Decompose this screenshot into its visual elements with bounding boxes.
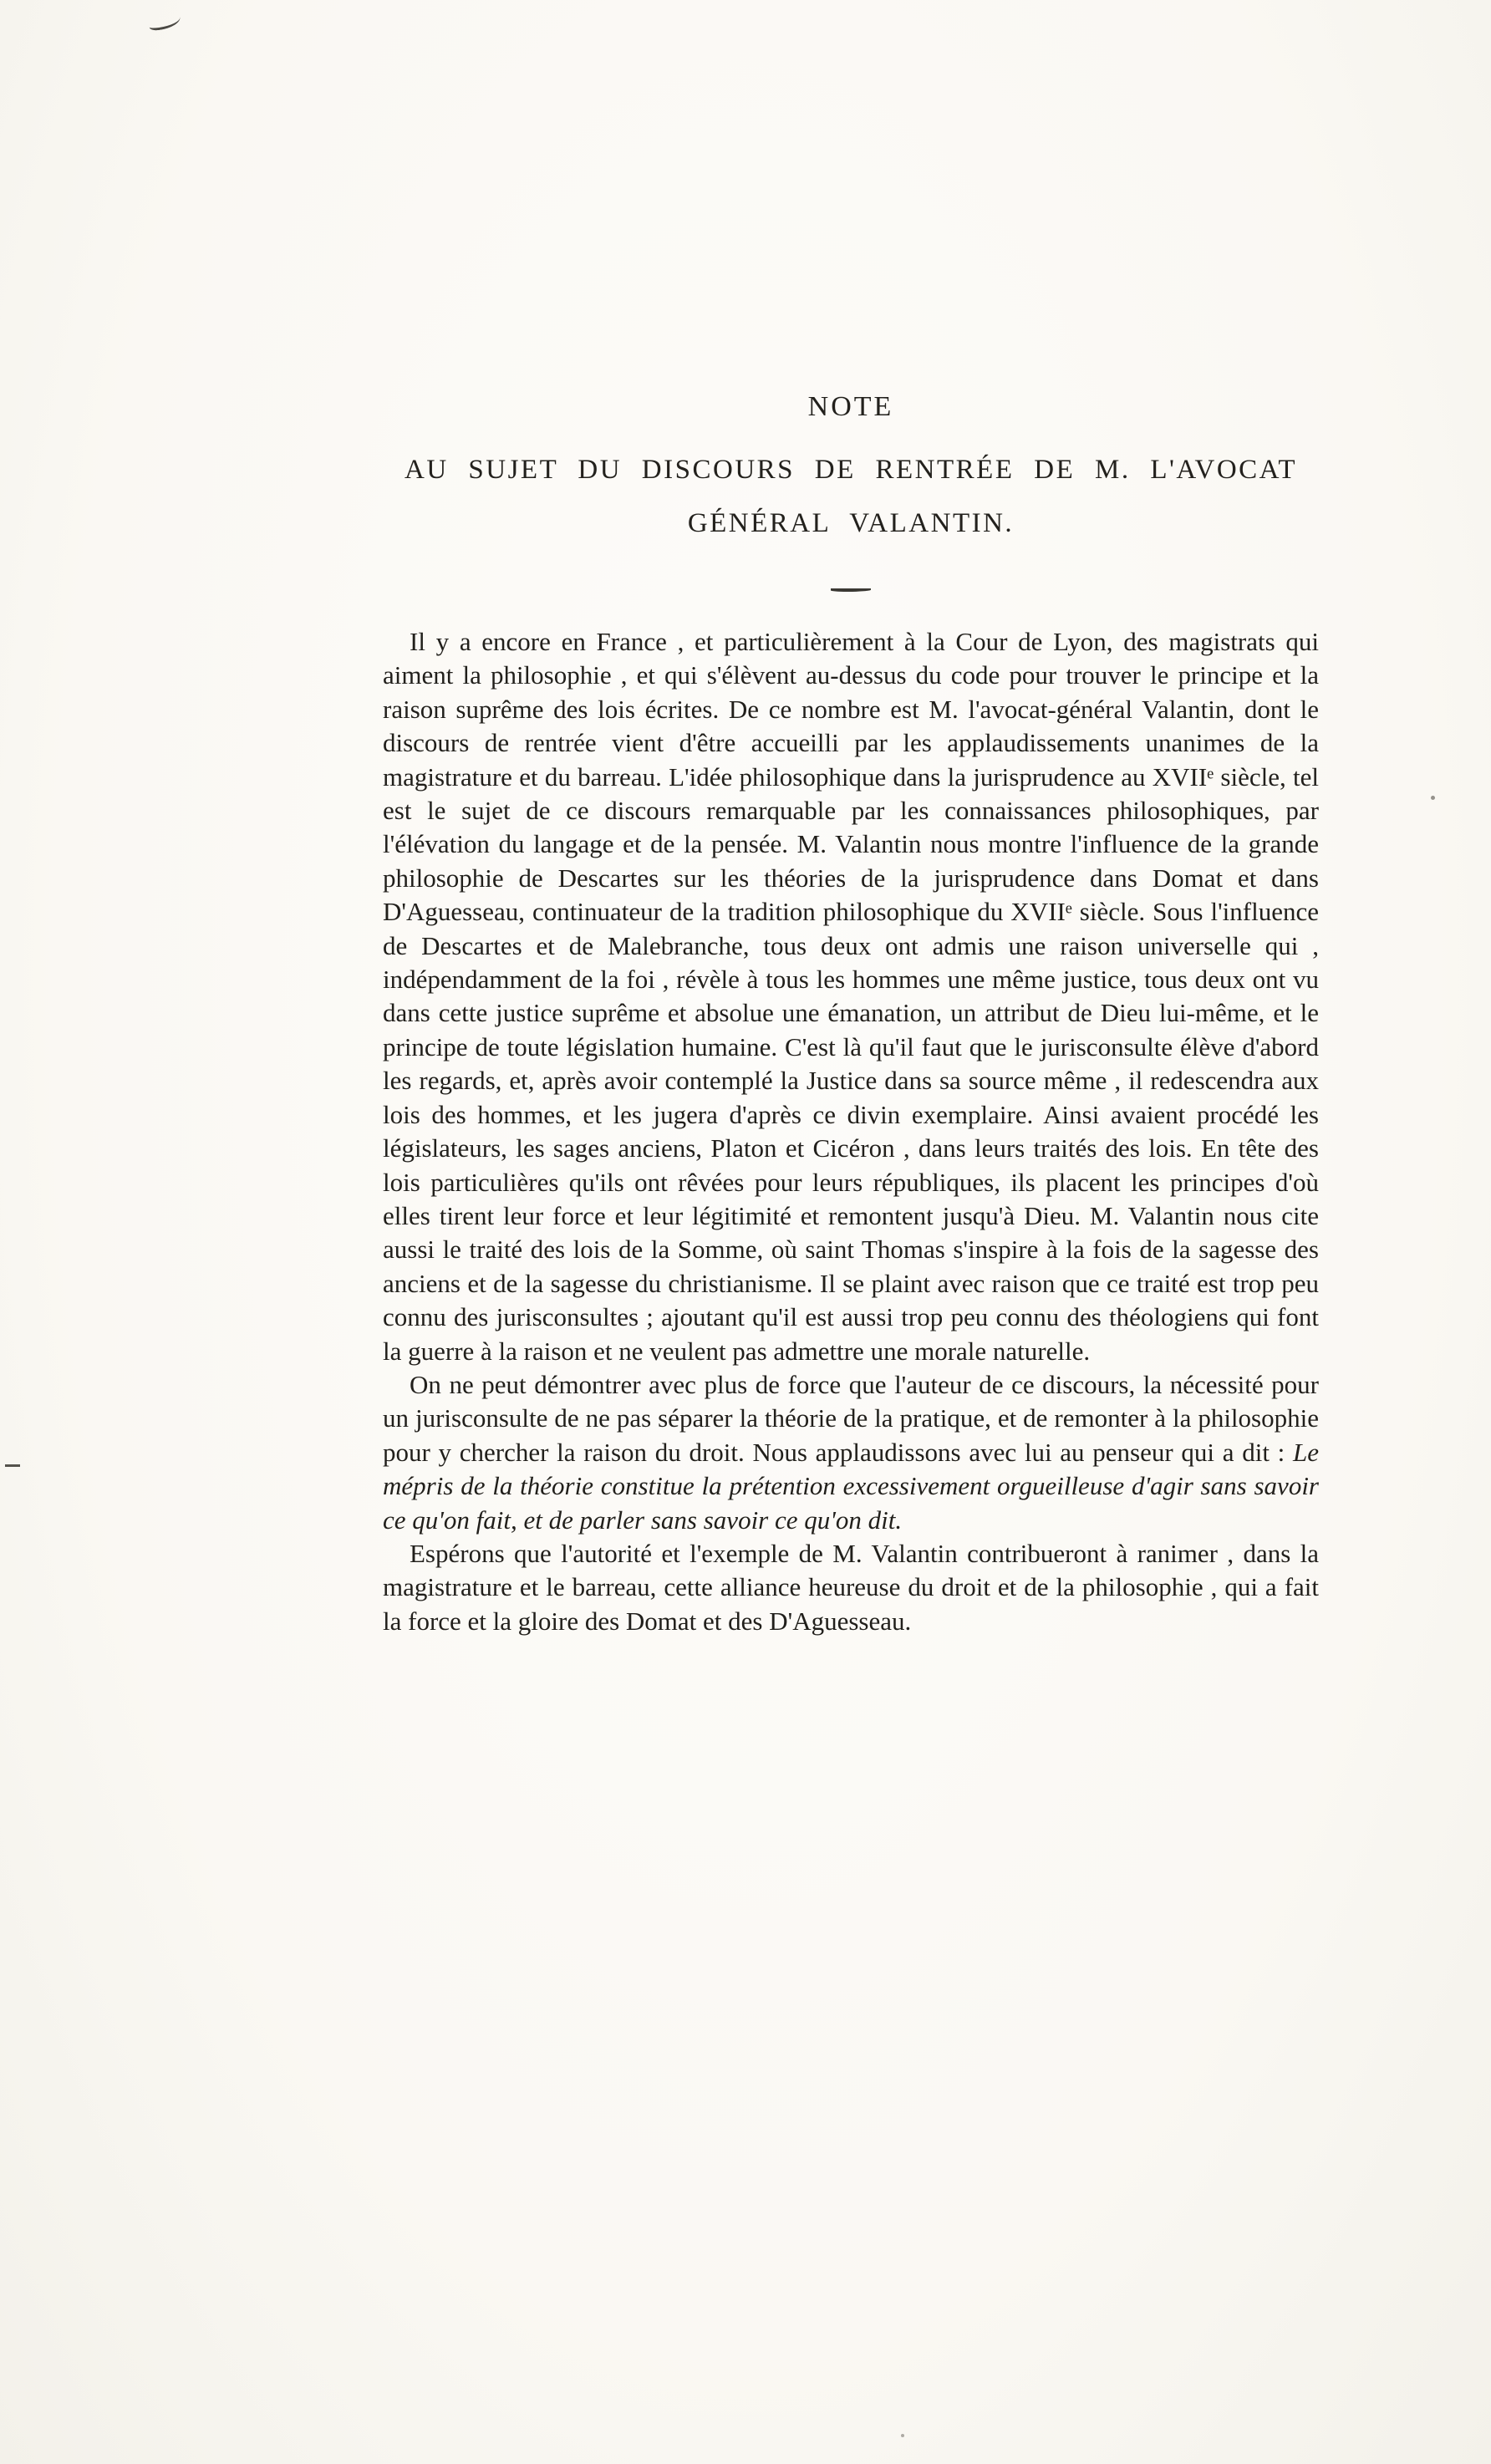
headline-block	[383, 393, 1319, 592]
page-subtitle	[383, 443, 1319, 550]
subtitle-line-1: AU SUJET DU DISCOURS DE RENTRÉE DE M. L'AVOCAT	[404, 455, 1298, 485]
paragraph-2-quote: Le mépris de la théorie constitue la prétention excessivement orgueilleuse d'agir sans savoir ce qu'on fait, et de parler sans savoir ce qu'on dit.	[383, 1437, 1319, 1535]
section-divider	[831, 588, 871, 592]
paragraph-2-text: On ne peut démontrer avec plus de force que l'auteur de ce discours, la nécessité pour un jurisconsulte de ne pas séparer la théorie de la pratique, et de remonter à la philosophie pour y chercher la raison du droit. Nous applaudissons avec lui au penseur qui a dit :	[383, 1369, 1319, 1467]
subtitle-line-2: GÉNÉRAL VALANTIN.	[687, 508, 1015, 538]
paragraph-3: Espérons que l'autorité et l'exemple de M. Valantin contribueront à ranimer , dans la magistrature et le barreau, cette alliance heureuse du droit et de la philosophie , qui a fait la force et la gloire des Domat et des D'Aguesseau.	[383, 1538, 1319, 1636]
scan-artifact-squiggle	[148, 13, 181, 31]
text-column	[383, 393, 1319, 1638]
scan-artifact-speck	[1431, 796, 1435, 800]
scan-artifact-speck	[901, 2434, 904, 2437]
body-text	[383, 625, 1319, 1638]
scan-artifact-margin-dash	[5, 1464, 20, 1467]
page-title: NOTE	[807, 391, 894, 422]
paragraph-1: Il y a encore en France , et particulièrement à la Cour de Lyon, des magistrats qui aiment la philosophie , et qui s'élèvent au-dessus du code pour trouver le principe et la raison suprême des lois écrites. De ce nombre est M. l'avocat-général Valantin, dont le discours de rentrée vient d'être accueilli par les applaudissements unanimes de la magistrature et du barreau. L'idée philosophique dans la jurisprudence au XVIIᵉ siècle, tel est le sujet de ce discours remarquable par les connaissances philosophiques, par l'élévation du langage et de la pensée. M. Valantin nous montre l'influence de la grande philosophie de Descartes sur les théories de la jurisprudence dans Domat et dans D'Aguesseau, continuateur de la tradition philosophique du XVIIᵉ siècle. Sous l'influence de Descartes et de Malebranche, tous deux ont admis une raison universelle qui , indépendamment de la foi , révèle à tous les hommes une même justice, tous deux ont vu dans cette justice suprême et absolue une émanation, un attribut de Dieu lui-même, et le principe de toute législation humaine. C'est là qu'il faut que le jurisconsulte élève d'abord les regards, et, après avoir contemplé la Justice dans sa source même , il redescendra aux lois des hommes, et les jugera d'après ce divin exemplaire. Ainsi avaient procédé les législateurs, les sages anciens, Platon et Cicéron , dans leurs traités des lois. En tête des lois particulières qu'ils ont rêvées pour leurs républiques, ils placent les principes d'où elles tirent leur force et leur légitimité et remontent jusqu'à Dieu. M. Valantin nous cite aussi le traité des lois de la Somme, où saint Thomas s'inspire à la fois de la sagesse des anciens et de la sagesse du christianisme. Il se plaint avec raison que ce traité est trop peu connu des jurisconsultes ; ajoutant qu'il est aussi trop peu connu des théologiens qui font la guerre à la raison et ne veulent pas admettre une morale naturelle.	[383, 627, 1319, 1366]
paragraph-2	[383, 1368, 1319, 1537]
